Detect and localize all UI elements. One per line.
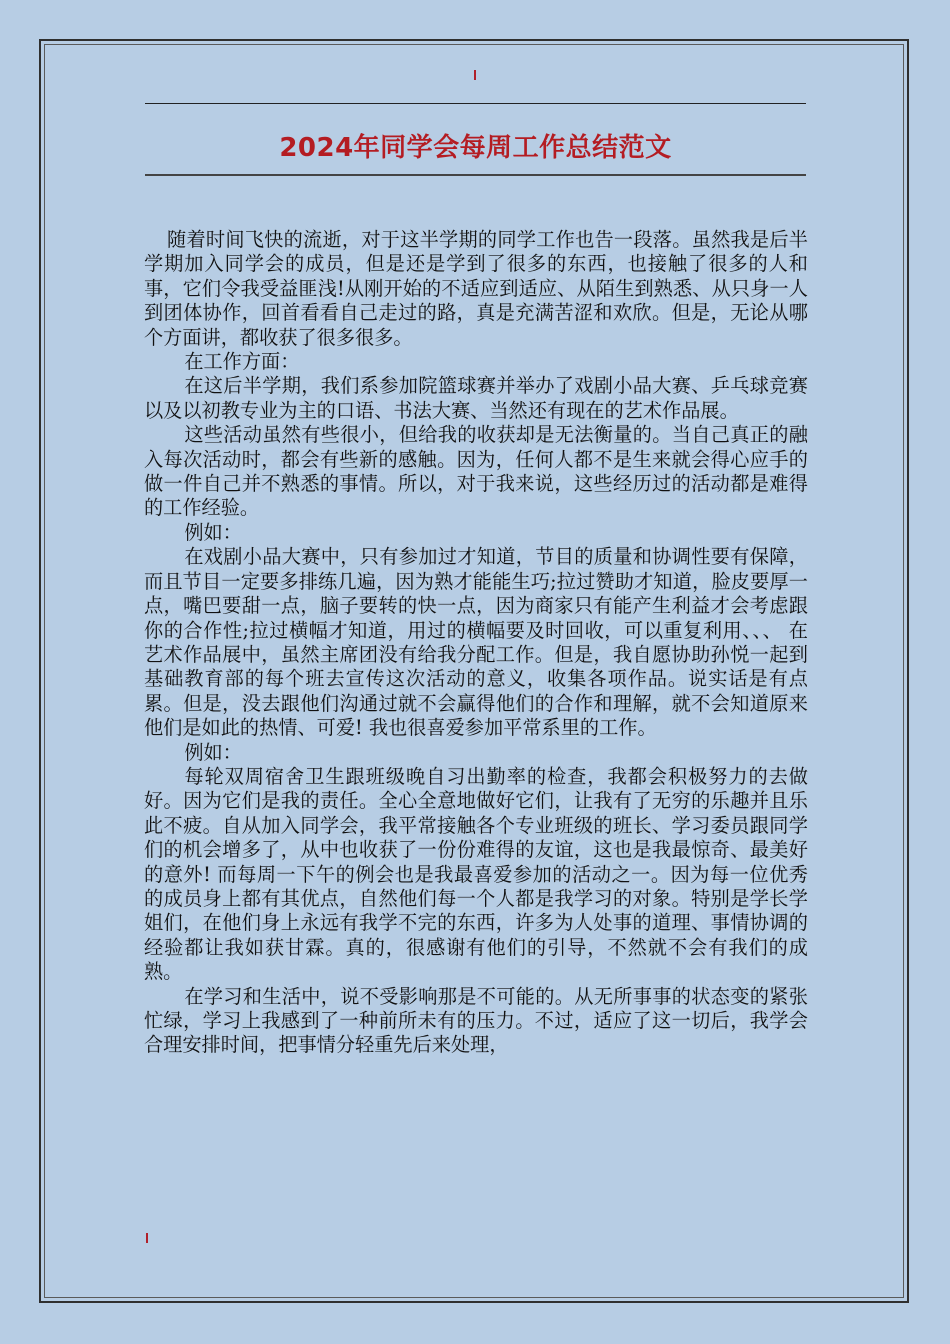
paragraph-activities: 在这后半学期，我们系参加院篮球赛并举办了戏剧小品大赛、乒乓球竞赛以及以初教专业为主的口语、书法大赛、当然还有现在的艺术作品展。 (144, 374, 808, 422)
footer-mark (146, 1233, 148, 1243)
paragraph-intro: 随着时间飞快的流逝，对于这半学期的同学工作也告一段落。虽然我是后半学期加入同学会的成员，但是还是学到了很多的东西，也接触了很多的人和事，它们令我受益匪浅!从刚开始的不适应到适应、从陌生到熟悉、从只身一人到团体协作，回首看看自己走过的路，真是充满苦涩和欢欣。但是，无论从哪个方面讲，都收获了很多很多。 (144, 228, 808, 349)
paragraph-gains: 这些活动虽然有些很小，但给我的收获却是无法衡量的。当自己真正的融入每次活动时，都会有些新的感触。因为，任何人都不是生来就会得心应手的做一件自己并不熟悉的事情。所以，对于我来说，这些经历过的活动都是难得的工作经验。 (144, 423, 808, 520)
title-underline (145, 174, 806, 176)
paragraph-work-heading: 在工作方面： (184, 350, 300, 374)
header-rule (145, 103, 806, 104)
paragraph-study-life: 在学习和生活中，说不受影响那是不可能的。从无所事事的状态变的紧张忙绿，学习上我感到了一种前所未有的压力。不过，适应了这一切后，我学会合理安排时间，把事情分轻重先后来处理， (144, 984, 808, 1057)
header-mark (474, 70, 476, 80)
paragraph-example-label-1: 例如： (184, 520, 242, 544)
paragraph-example-label-2: 例如： (184, 740, 242, 764)
paragraph-drama-contest: 在戏剧小品大赛中，只有参加过才知道，节目的质量和协调性要有保障，而且节目一定要多排练几遍，因为熟才能能生巧;拉过赞助才知道，脸皮要厚一点，嘴巴要甜一点，脑子要转的快一点，因为商家只有能产生利益才会考虑跟你的合作性;拉过横幅才知道，用过的横幅要及时回收，可以重复利用、、、 在艺术作品展中，虽然主席团没有给我分配工作。但是，我自愿协助孙悦一起到基础教育部的每个班去宣传这次活动的意义，收集各项作品。说实话是有点累。但是，没去跟他们沟通过就不会赢得他们的合作和理解，就不会知道原来他们是如此的热情、可爱! 我也很喜爱参加平常系里的工作。 (144, 545, 808, 740)
document-body (144, 228, 808, 1058)
paragraph-dorm-check: 每轮双周宿舍卫生跟班级晚自习出勤率的检查，我都会积极努力的去做好。因为它们是我的责任。全心全意地做好它们，让我有了无穷的乐趣并且乐此不疲。自从加入同学会，我平常接触各个专业班级的班长、学习委员跟同学们的机会增多了，从中也收获了一份份难得的友谊，这也是我最惊奇、最美好的意外! 而每周一下午的例会也是我最喜爱参加的活动之一。因为每一位优秀的成员身上都有其优点，自然他们每一个人都是我学习的对象。特别是学长学姐们，在他们身上永远有我学不完的东西，许多为人处事的道理、事情协调的经验都让我如获甘霖。真的，很感谢有他们的引导，不然就不会有我们的成熟。 (144, 764, 808, 984)
document-title: 2024年同学会每周工作总结范文 (279, 133, 672, 163)
